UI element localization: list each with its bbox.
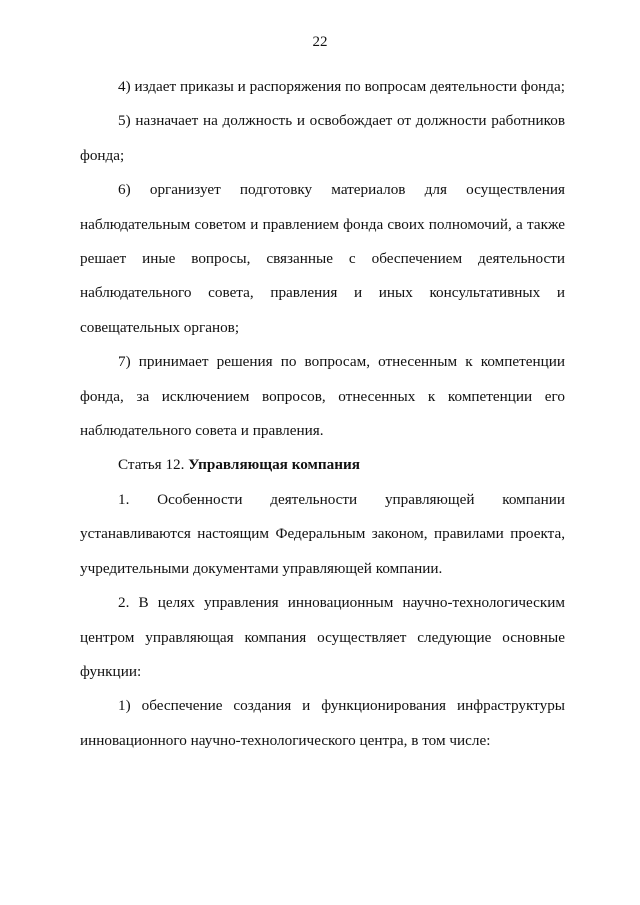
paragraph-item-7: 7) принимает решения по вопросам, отнесенным к компетенции фонда, за исключением вопросов, отнесенных к компетенции его наблюдательного совета и правления. [80, 353, 565, 440]
article-heading [80, 448, 565, 482]
document-body [80, 70, 565, 758]
paragraph-article-1: 1. Особенности деятельности управляющей компании устанавливаются настоящим Федеральным законом, правилами проекта, учредительными документами управляющей компании. [80, 490, 565, 577]
article-label: Статья 12. [118, 456, 185, 474]
article-title: Управляющая компания [188, 456, 360, 474]
paragraph-item-6: 6) организует подготовку материалов для осуществления наблюдательным советом и правлением фонда своих полномочий, а также решает иные вопросы, связанные с обеспечением деятельности наблюдательного совета, правления и иных консультативных и совещательных органов; [80, 181, 565, 336]
page-number: 22 [312, 34, 328, 50]
paragraph-item-5: 5) назначает на должность и освобождает от должности работников фонда; [80, 112, 565, 164]
paragraph-article-2: 2. В целях управления инновационным научно-технологическим центром управляющая компания осуществляет следующие основные функции: [80, 594, 565, 680]
paragraph-function-1: 1) обеспечение создания и функционирования инфраструктуры инновационного научно-технологического центра, в том числе: [80, 697, 565, 749]
paragraph-item-4: 4) издает приказы и распоряжения по вопросам деятельности фонда; [118, 78, 565, 95]
